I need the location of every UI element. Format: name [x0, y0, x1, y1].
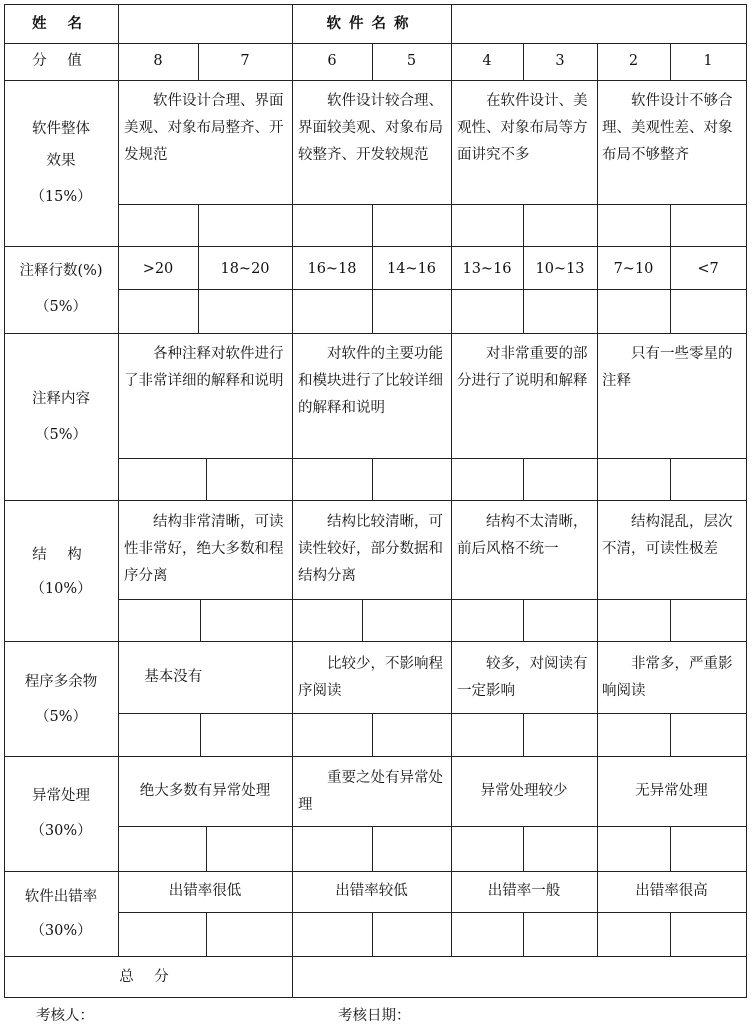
criterion-description: 各种注释对软件进行了非常详细的解释和说明	[124, 346, 284, 389]
score-value: 1	[703, 53, 713, 69]
criterion-description: 结构不太清晰，前后风格不统一	[457, 514, 588, 557]
criterion-description: 无异常处理	[635, 783, 708, 799]
criterion-description: 在软件设计、美观性、对象布局等方面讲究不多	[457, 93, 588, 163]
criterion-description: 出错率很高	[635, 883, 708, 899]
line-count-range: 10~13	[535, 261, 585, 277]
score-value: 5	[406, 53, 417, 69]
line-count-range: <7	[697, 261, 719, 277]
criterion-label: 软件出错率	[24, 889, 98, 905]
line-count-range: 16~18	[307, 261, 357, 277]
criterion-weight: （10%）	[30, 581, 92, 597]
criterion-description: 重要之处有异常处理	[298, 770, 443, 813]
criterion-description: 结构比较清晰，可读性较好，部分数据和结构分离	[298, 514, 443, 584]
line-count-range: >20	[142, 261, 174, 277]
assessor-label: 考核人：	[36, 1008, 94, 1024]
criterion-description: 出错率较低	[335, 883, 408, 899]
criterion-description: 结构非常清晰，可读性非常好，绝大多数和程序分离	[124, 514, 284, 584]
criterion-weight: （30%）	[30, 823, 92, 839]
criterion-label: 异常处理	[32, 788, 90, 804]
criterion-weight: （30%）	[30, 923, 92, 939]
criterion-weight: （15%）	[30, 189, 92, 205]
total-score-label: 总 分	[119, 969, 177, 985]
criterion-description: 软件设计合理、界面美观、对象布局整齐、开发规范	[124, 93, 284, 163]
criterion-description: 异常处理较少	[480, 783, 568, 799]
criterion-weight: （5%）	[34, 299, 87, 315]
criterion-label: 注释内容	[32, 391, 90, 407]
line-count-range: 7~10	[613, 261, 654, 277]
criterion-description: 出错率很低	[168, 883, 242, 899]
score-value: 2	[628, 53, 639, 69]
criterion-description: 出错率一般	[487, 883, 561, 899]
name-label: 姓 名	[32, 15, 90, 32]
criterion-description: 非常多，严重影响阅读	[602, 656, 733, 699]
criterion-label: 程序多余物	[24, 674, 98, 690]
line-count-range: 18~20	[220, 261, 270, 277]
criterion-label: 注释行数(%)	[19, 263, 103, 279]
criterion-label: 软件整体	[32, 121, 90, 137]
line-count-range: 13~16	[462, 261, 512, 277]
criterion-description: 软件设计较合理、界面较美观、对象布局较整齐、开发较规范	[298, 93, 443, 163]
criterion-description: 结构混乱，层次不清，可读性极差	[602, 514, 733, 557]
score-value: 4	[482, 53, 492, 69]
criterion-weight: （5%）	[34, 709, 87, 725]
criterion-description: 比较少，不影响程序阅读	[298, 656, 443, 699]
criterion-weight: （5%）	[34, 427, 87, 443]
score-value: 6	[327, 53, 337, 69]
assessment-date-label: 考核日期：	[338, 1008, 411, 1024]
software-name-label: 软件名称	[326, 15, 417, 32]
score-value: 7	[240, 53, 250, 69]
score-value: 3	[555, 53, 565, 69]
criterion-description: 基本没有	[144, 669, 203, 685]
criterion-description: 较多，对阅读有一定影响	[457, 656, 588, 699]
score-label: 分 值	[32, 53, 90, 69]
line-count-range: 14~16	[386, 261, 437, 277]
criterion-description: 只有一些零星的注释	[602, 346, 733, 389]
score-value: 8	[153, 53, 163, 69]
criterion-description: 软件设计不够合理、美观性差、对象布局不够整齐	[602, 93, 733, 163]
criterion-description: 绝大多数有异常处理	[139, 783, 271, 799]
criterion-label: 结 构	[32, 547, 90, 563]
criterion-description: 对软件的主要功能和模块进行了比较详细的解释和说明	[298, 346, 443, 416]
criterion-label: 效果	[46, 153, 76, 169]
criterion-description: 对非常重要的部分进行了说明和解释	[457, 346, 588, 389]
